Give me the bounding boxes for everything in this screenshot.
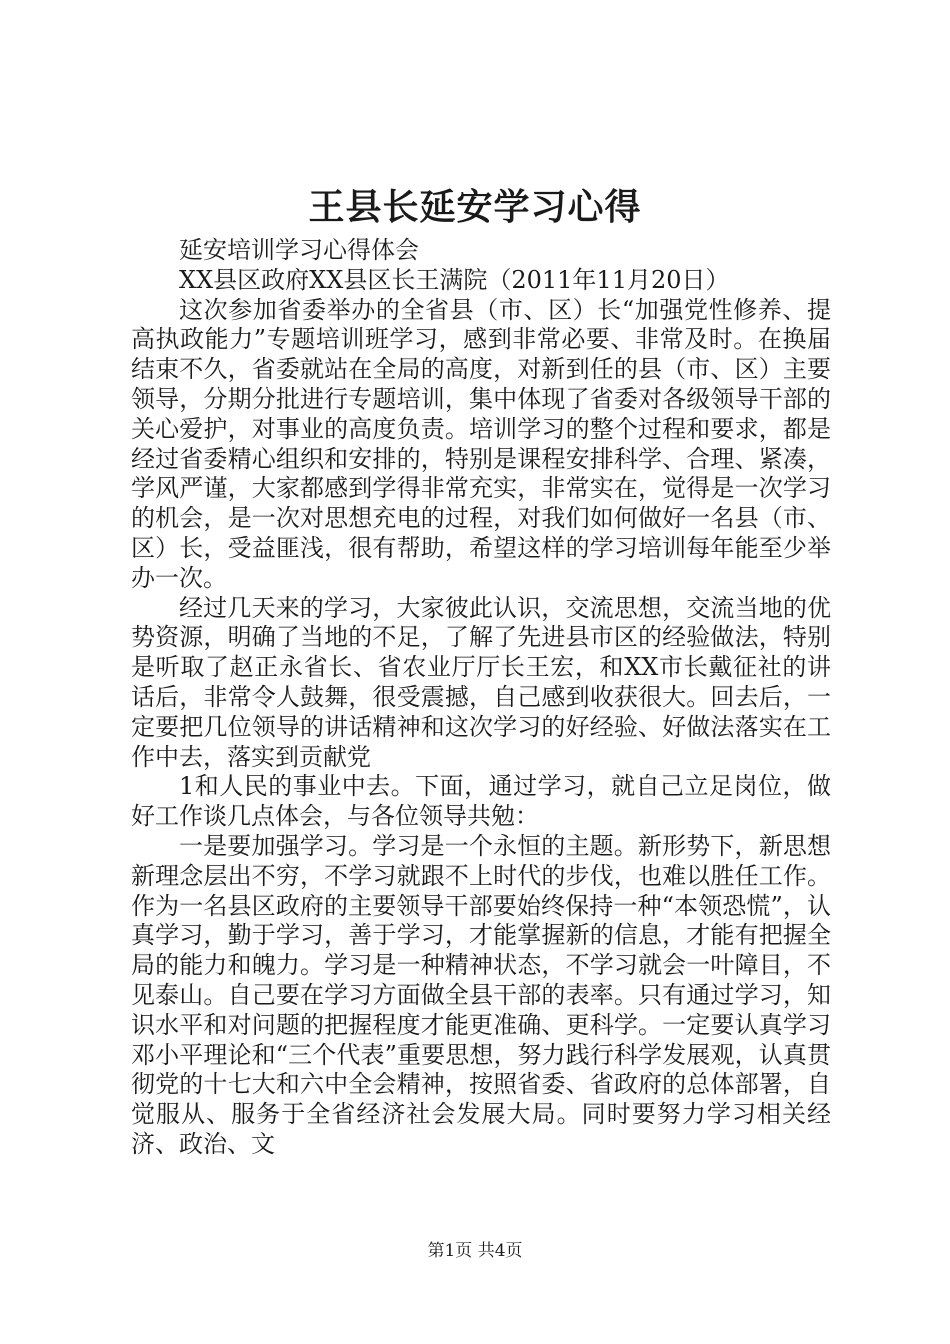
page-footer: 第1页 共4页 <box>427 1241 523 1261</box>
body-paragraph: 经过几天来的学习，大家彼此认识，交流思想，交流当地的优势资源，明确了当地的不足，了解了先进县市区的经验做法，特别是听取了赵正永省长、省农业厅厅长王宏，和XX市长戴征社的讲话后，非常令人鼓舞，很受震撼，自己感到收获很大。回去后，一定要把几位领导的讲话精神和这次学习的好经验、好做法落实在工作中去，落实到贡献党 <box>131 593 831 771</box>
subtitle-paragraph: 延安培训学习心得体会 <box>179 236 419 264</box>
author-date-paragraph: XX县区政府XX县区长王满院（2011年11月20日） <box>179 265 730 294</box>
body-paragraph: 这次参加省委举办的全省县（市、区）长“加强党性修养、提高执政能力”专题培训班学习，感到非常必要、非常及时。在换届结束不久，省委就站在全局的高度，对新到任的县（市、区）主要领导，分期分批进行专题培训，集中体现了省委对各级领导干部的关心爱护，对事业的高度负责。培训学习的整个过程和要求，都是经过省委精心组织和安排的，特别是课程安排科学、合理、紧凑，学风严谨，大家都感到学得非常充实，非常实在，觉得是一次学习的机会，是一次对思想充电的过程，对我们如何做好一名县（市、区）长，受益匪浅，很有帮助，希望这样的学习培训每年能至少举办一次。 <box>131 295 831 592</box>
body-paragraph: 一是要加强学习。学习是一个永恒的主题。新形势下，新思想新理念层出不穷，不学习就跟不上时代的步伐，也难以胜任工作。作为一名县区政府的主要领导干部要始终保持一种“本领恐慌”，认真学习，勤于学习，善于学习，才能掌握新的信息，才能有把握全局的能力和魄力。学习是一种精神状态，不学习就会一叶障目，不见泰山。自己要在学习方面做全县干部的表率。只有通过学习，知识水平和对问题的把握程度才能更准确、更科学。一定要认真学习邓小平理论和“三个代表”重要思想，努力践行科学发展观，认真贯彻党的十七大和六中全会精神，按照省委、省政府的总体部署，自觉服从、服务于全省经济社会发展大局。同时要努力学习相关经济、政治、文 <box>131 831 831 1158</box>
body-paragraph: 1和人民的事业中去。下面，通过学习，就自己立足岗位，做好工作谈几点体会，与各位领导共勉： <box>131 772 831 831</box>
document-body <box>131 236 831 1160</box>
document-title: 王县长延安学习心得 <box>308 186 642 228</box>
